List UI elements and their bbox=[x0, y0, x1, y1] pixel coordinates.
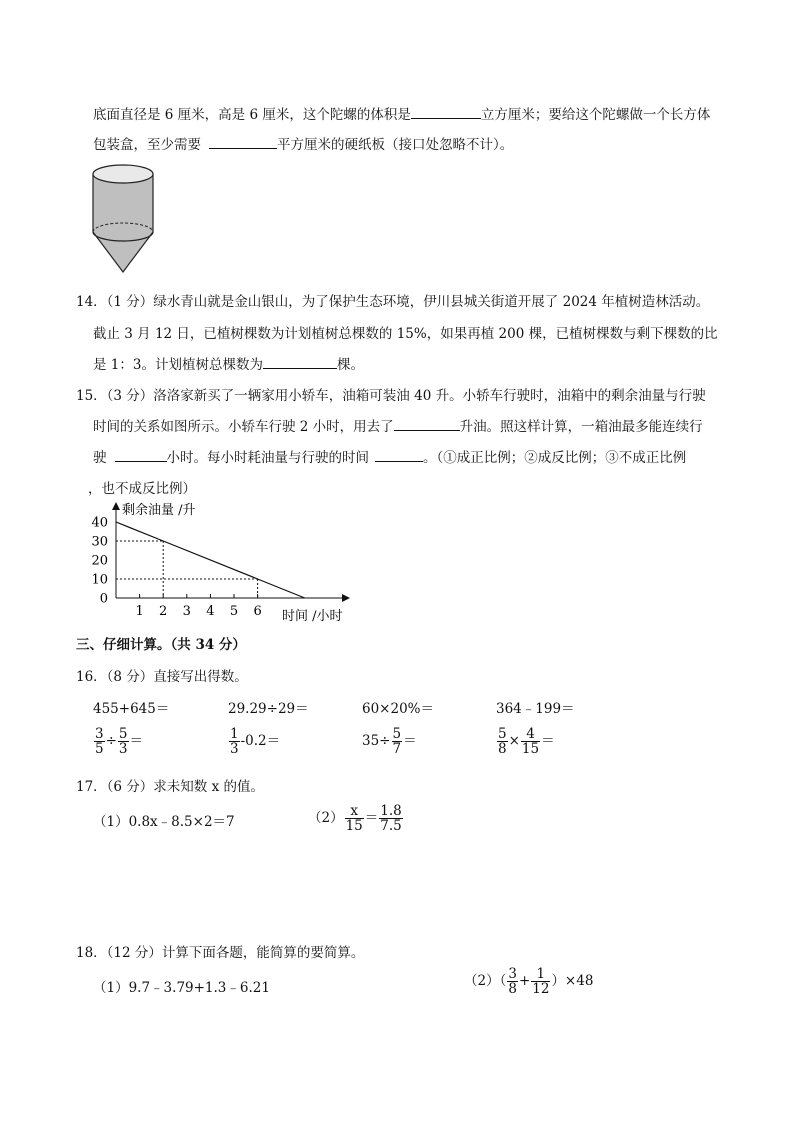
q16-calc-5: $\frac{3}{5}$ ÷ $\frac{5}{3}$ ＝ bbox=[95, 726, 143, 758]
y-tick-label: 20 bbox=[91, 553, 108, 569]
q15-line2: 时间的关系如图所示。小轿车行驶 2 小时，用去了 升油。照这样计算，一箱油最多能连续行 bbox=[93, 415, 703, 435]
section-heading: 三、仔细计算。（共 34 分） bbox=[76, 637, 246, 653]
x-tick-label: 5 bbox=[229, 604, 239, 619]
x-tick-label: 4 bbox=[206, 604, 215, 619]
q17-part1: （1）0.8x﹣8.5×2＝7 bbox=[93, 814, 235, 830]
q17-part2: （2） $\frac{x}{15}$ ＝ $\frac{1.8}{7.5}$ bbox=[308, 803, 402, 835]
x-tick-label: 3 bbox=[182, 604, 191, 619]
q13-blank-volume[interactable] bbox=[411, 104, 481, 119]
fraction: $\frac{3}{8}$ bbox=[508, 966, 517, 998]
q16-calc-7: 35÷ $\frac{5}{7}$ ＝ bbox=[362, 726, 417, 758]
x-tick-label: 6 bbox=[253, 604, 262, 619]
q16-calc-6: $\frac{1}{3}$ -0.2＝ bbox=[230, 726, 281, 758]
fraction: $\frac{5}{8}$ bbox=[498, 726, 507, 758]
fraction: $\frac{1.8}{7.5}$ bbox=[380, 803, 402, 835]
x-tick-label: 2 bbox=[159, 604, 168, 619]
fraction: $\frac{5}{7}$ bbox=[392, 726, 402, 758]
fraction: $\frac{1}{12}$ bbox=[532, 966, 550, 998]
q14-line2: 截止 3 月 12 日，已植树棵数为计划植树总棵数的 15%，如果再植 200 棵，已植树棵数与剩下棵数的比 bbox=[93, 326, 718, 342]
x-tick-label: 1 bbox=[135, 604, 144, 619]
y-tick-label: 10 bbox=[91, 572, 108, 588]
q16-calc-2: 29.29÷29＝ bbox=[228, 701, 309, 717]
q16-calc-1: 455+645＝ bbox=[93, 701, 170, 717]
q15-line1: 15．（3 分）洛洛家新买了一辆家用小轿车，油箱可装油 40 升。小轿车行驶时，油箱中的剩余油量与行驶 bbox=[76, 388, 706, 404]
q17-title: 17．（6 分）求未知数 x 的值。 bbox=[76, 779, 265, 795]
q13-line1: 底面直径是 6 厘米，高是 6 厘米，这个陀螺的体积是 立方厘米；要给这个陀螺做一个长方体 bbox=[93, 103, 710, 123]
y-axis-label: 剩余油量 /升 bbox=[122, 503, 196, 518]
top-face bbox=[93, 165, 153, 183]
x-axis-arrow bbox=[342, 594, 350, 602]
q16-title: 16．（8 分）直接写出得数。 bbox=[76, 669, 248, 685]
y-tick-label: 0 bbox=[99, 591, 108, 607]
q14-blank-total[interactable] bbox=[263, 354, 337, 369]
q13-blank-area[interactable] bbox=[209, 134, 277, 149]
q15-blank-used[interactable] bbox=[394, 416, 460, 431]
q15-line3: 驶 小时。每小时耗油量与行驶的时间 。（①成正比例；②成反比例；③不成正比例 bbox=[93, 446, 686, 466]
spinning-top-figure bbox=[88, 160, 158, 276]
fraction: $\frac{4}{15}$ bbox=[521, 726, 540, 758]
y-axis-arrow bbox=[112, 502, 120, 510]
q14-line3: 是 1：3。计划植树总棵数为 棵。 bbox=[93, 353, 364, 373]
q18-title: 18．（12 分）计算下面各题，能简算的要简算。 bbox=[76, 945, 365, 961]
fraction: $\frac{3}{5}$ bbox=[95, 726, 104, 758]
q14-line1: 14．（1 分）绿水青山就是金山银山，为了保护生态环境，伊川县城关街道开展了 2024 年植树造林活动。 bbox=[76, 294, 710, 310]
q18-part2: （2）（ $\frac{3}{8}$ + $\frac{1}{12}$ ）×48 bbox=[464, 966, 594, 998]
y-tick-label: 30 bbox=[91, 534, 108, 550]
q15-blank-hours[interactable] bbox=[115, 447, 167, 462]
q16-calc-3: 60×20%＝ bbox=[362, 701, 434, 717]
x-axis-label: 时间 /小时 bbox=[282, 609, 343, 624]
q16-calc-4: 364﹣199＝ bbox=[496, 701, 575, 717]
fuel-chart bbox=[80, 494, 360, 626]
y-tick-label: 40 bbox=[91, 515, 108, 531]
q15-blank-relation[interactable] bbox=[375, 447, 423, 462]
q15-line4: ，也不成反比例） bbox=[88, 481, 196, 497]
fuel-series-line bbox=[116, 522, 305, 598]
q13-line2: 包装盒，至少需要 平方厘米的硬纸板（接口处忽略不计）。 bbox=[93, 133, 513, 153]
fraction: $\frac{1}{3}$ bbox=[230, 726, 239, 758]
fraction: $\frac{5}{3}$ bbox=[118, 726, 128, 758]
fraction: $\frac{x}{15}$ bbox=[345, 803, 363, 835]
q16-calc-8: $\frac{5}{8}$ × $\frac{4}{15}$ ＝ bbox=[498, 726, 555, 758]
q18-part1: （1）9.7﹣3.79+1.3﹣6.21 bbox=[93, 980, 270, 996]
